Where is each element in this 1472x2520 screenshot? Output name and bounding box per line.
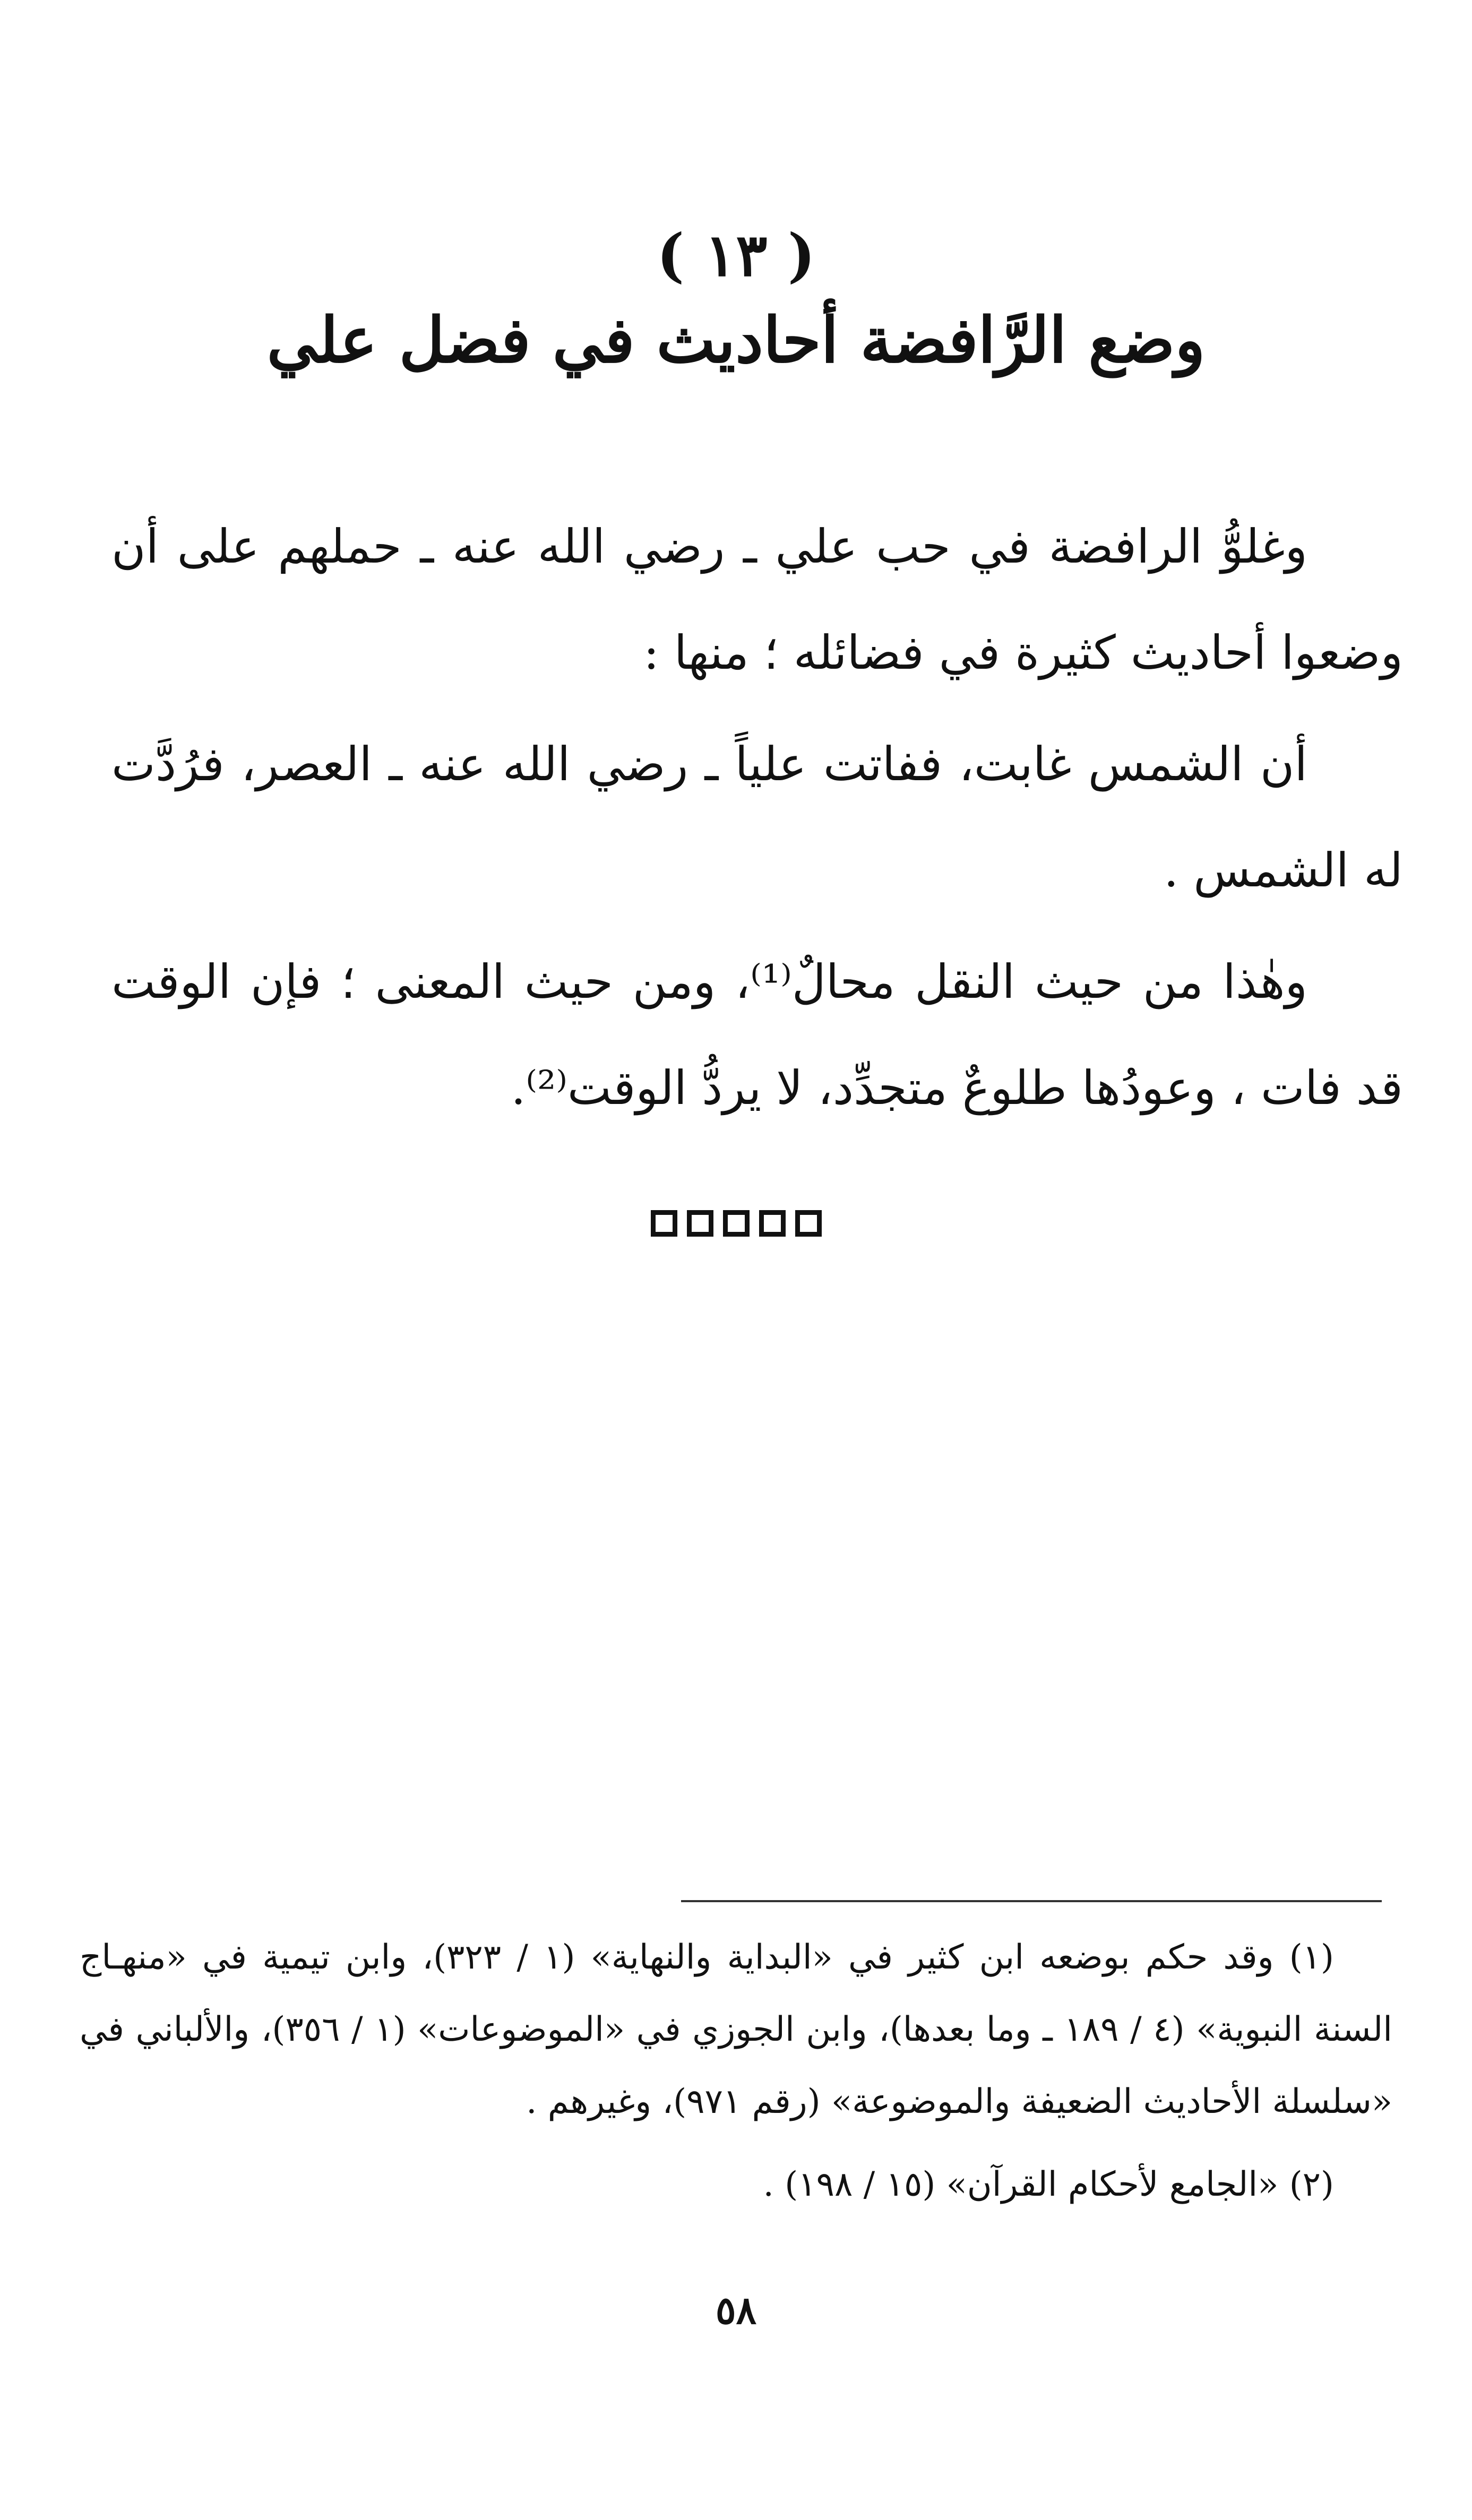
paragraph: وهٰذا من حيث النقل محالٌ⁽¹⁾، ومن حيث المعنى ؛ فإن الوقت قد فات ، وعودُها طلوعٌ متجدِّد، لا يردُّ الوقت⁽²⁾. (111, 954, 1403, 1115)
chapter-number: ( ١٣ ) (657, 221, 815, 289)
footnote-divider (681, 1900, 1382, 1902)
page-number: ٥٨ (715, 2288, 757, 2333)
footnotes (80, 1921, 1392, 2231)
paragraph: وغلوُّ الرافضة في حب علي ـ رضي الله عنه ـ حملهم على أن وضعوا أحاديث كثيرة في فضائله ؛ منها : (111, 519, 1403, 680)
body-text (111, 494, 1403, 1146)
chapter-title: وضع الرَّافضة أحاديث في فضل علي (266, 303, 1206, 377)
square-ornament-icon (795, 1210, 822, 1237)
paragraph: أن الشمس غابت، ففاتت علياً ـ رضي الله عنه ـ العصر، فرُدَّت له الشمس . (111, 737, 1403, 897)
square-ornament-icon (759, 1210, 786, 1237)
footnote: (١) وقد حكم بوضعه ابن كثير في «البداية والنهاية» (١ / ٣٢٣)، وابن تيمية في «منهـاج السنة النبوية» (٤ / ١٨٩ ـ وما بعدها)، وابن الجوزي في «الموضوعات» (١ / ٣٥٦)، والألباني في «سلسلة الأحاديث الضعيفة والموضوعة» (رقم ٩٧١)، وغيرهم . (80, 1938, 1393, 2121)
square-ornament-icon (723, 1210, 750, 1237)
section-divider-ornament (0, 1210, 1472, 1237)
square-ornament-icon (687, 1210, 713, 1237)
square-ornament-icon (651, 1210, 677, 1237)
footnote: (٢) «الجامع لأحكام القرآن» (١٥ / ١٩٨) . (763, 2165, 1334, 2204)
